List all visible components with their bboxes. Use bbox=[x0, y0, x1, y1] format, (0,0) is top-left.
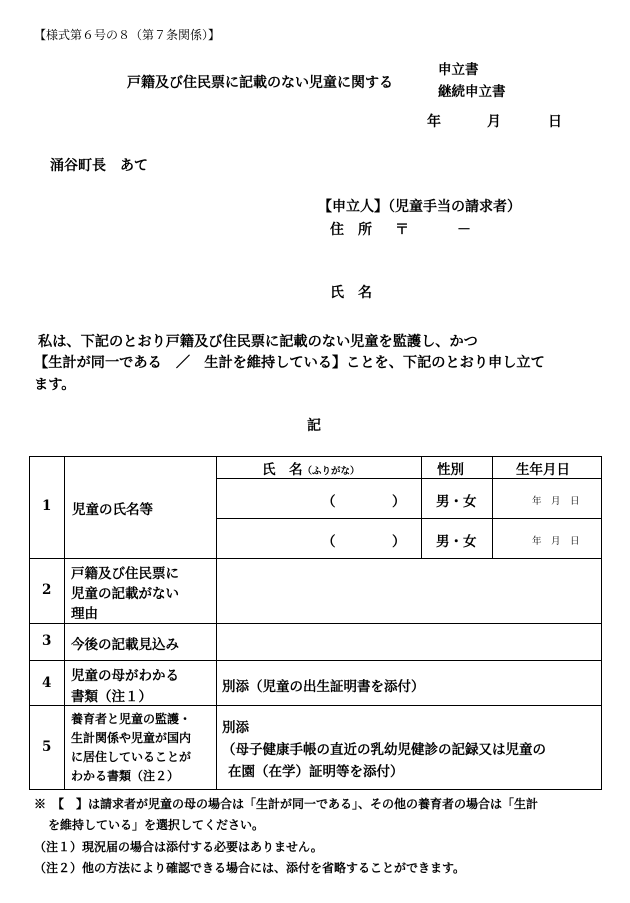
row-2-label-line-2: 児童の記載がない bbox=[71, 586, 179, 602]
row-1-entry-2-paren-close: ） bbox=[392, 534, 406, 550]
row-1-entry-1-sex: 男・女 bbox=[436, 494, 477, 510]
row-5-content-line-3: 在園（在学）証明等を添付） bbox=[228, 764, 404, 780]
row-5-content-line-1: 別添 bbox=[222, 720, 249, 736]
row-5-label-line-3: に居住していることが bbox=[71, 750, 192, 764]
row-1-entry-2-birthdate: 年 月 日 bbox=[532, 536, 580, 547]
row-1-entry-1-paren-close: ） bbox=[392, 494, 406, 510]
row-1-entry-1-paren-open: （ bbox=[322, 494, 336, 510]
name-label: 氏 名 bbox=[330, 285, 372, 301]
row-1-label: 児童の氏名等 bbox=[72, 502, 153, 518]
row-5-label-line-2: 生計関係や児童が国内 bbox=[71, 731, 192, 745]
form-number: 【様式第６号の８（第７条関係）】 bbox=[34, 28, 221, 42]
postal-dash: － bbox=[457, 222, 471, 238]
statement-line-2: 【生計が同一である ／ 生計を維持している】ことを、下記のとおり申し立て bbox=[34, 355, 545, 371]
application-type-2: 継続申立書 bbox=[438, 84, 506, 100]
date-year-label: 年 bbox=[427, 114, 441, 130]
document-title: 戸籍及び住民票に記載のない児童に関する bbox=[127, 75, 393, 91]
note-2: （注２）他の方法により確認できる場合には、添付を省略することができます。 bbox=[34, 861, 466, 875]
postal-mark: 〒 bbox=[395, 222, 409, 238]
column-header-sex: 性別 bbox=[437, 462, 464, 478]
note-asterisk-line-1: ※ 【 】は請求者が児童の母の場合は「生計が同一である」、その他の養育者の場合は「生計 bbox=[34, 797, 539, 811]
row-5-label-line-4: わかる書類（注２） bbox=[71, 769, 180, 783]
row-1-number: 1 bbox=[42, 498, 52, 514]
row-2-label-line-3: 理由 bbox=[71, 606, 98, 622]
date-day-label: 日 bbox=[548, 114, 562, 130]
row-5-label-line-1: 養育者と児童の監護・ bbox=[71, 712, 192, 726]
row-4-content: 別添（児童の出生証明書を添付） bbox=[222, 679, 425, 695]
row-4-label-line-2: 書類（注１） bbox=[71, 689, 152, 705]
row-2-label-line-1: 戸籍及び住民票に bbox=[71, 566, 179, 582]
addressee: 涌谷町長 あて bbox=[50, 158, 148, 174]
column-header-birthdate: 生年月日 bbox=[516, 462, 570, 478]
application-type-1: 申立書 bbox=[438, 62, 479, 78]
column-header-furigana: （ふりがな） bbox=[302, 466, 360, 477]
row-1-entry-1-birthdate: 年 月 日 bbox=[532, 496, 580, 507]
ki-heading: 記 bbox=[307, 418, 321, 434]
statement-line-3: ます。 bbox=[34, 377, 76, 393]
row-1-entry-2-paren-open: （ bbox=[322, 534, 336, 550]
address-label: 住 所 bbox=[330, 222, 372, 238]
applicant-heading: 【申立人】（児童手当の請求者） bbox=[318, 199, 521, 215]
note-asterisk-line-2: を維持している」を選択してください。 bbox=[48, 818, 265, 832]
statement-line-1: 私は、下記のとおり戸籍及び住民票に記載のない児童を監護し、かつ bbox=[38, 334, 478, 350]
row-4-label-line-1: 児童の母がわかる bbox=[71, 668, 179, 684]
row-4-number: 4 bbox=[42, 675, 52, 691]
date-month-label: 月 bbox=[487, 114, 501, 130]
row-3-number: 3 bbox=[42, 633, 52, 649]
note-1: （注１）現況届の場合は添付する必要はありません。 bbox=[34, 840, 323, 854]
row-2-number: 2 bbox=[42, 582, 52, 598]
row-5-content-line-2: （母子健康手帳の直近の乳幼児健診の記録又は児童の bbox=[222, 742, 546, 758]
column-header-name: 氏 名 bbox=[262, 462, 303, 478]
row-1-entry-2-sex: 男・女 bbox=[436, 534, 477, 550]
row-5-number: 5 bbox=[42, 739, 52, 755]
row-3-label: 今後の記載見込み bbox=[71, 637, 179, 653]
